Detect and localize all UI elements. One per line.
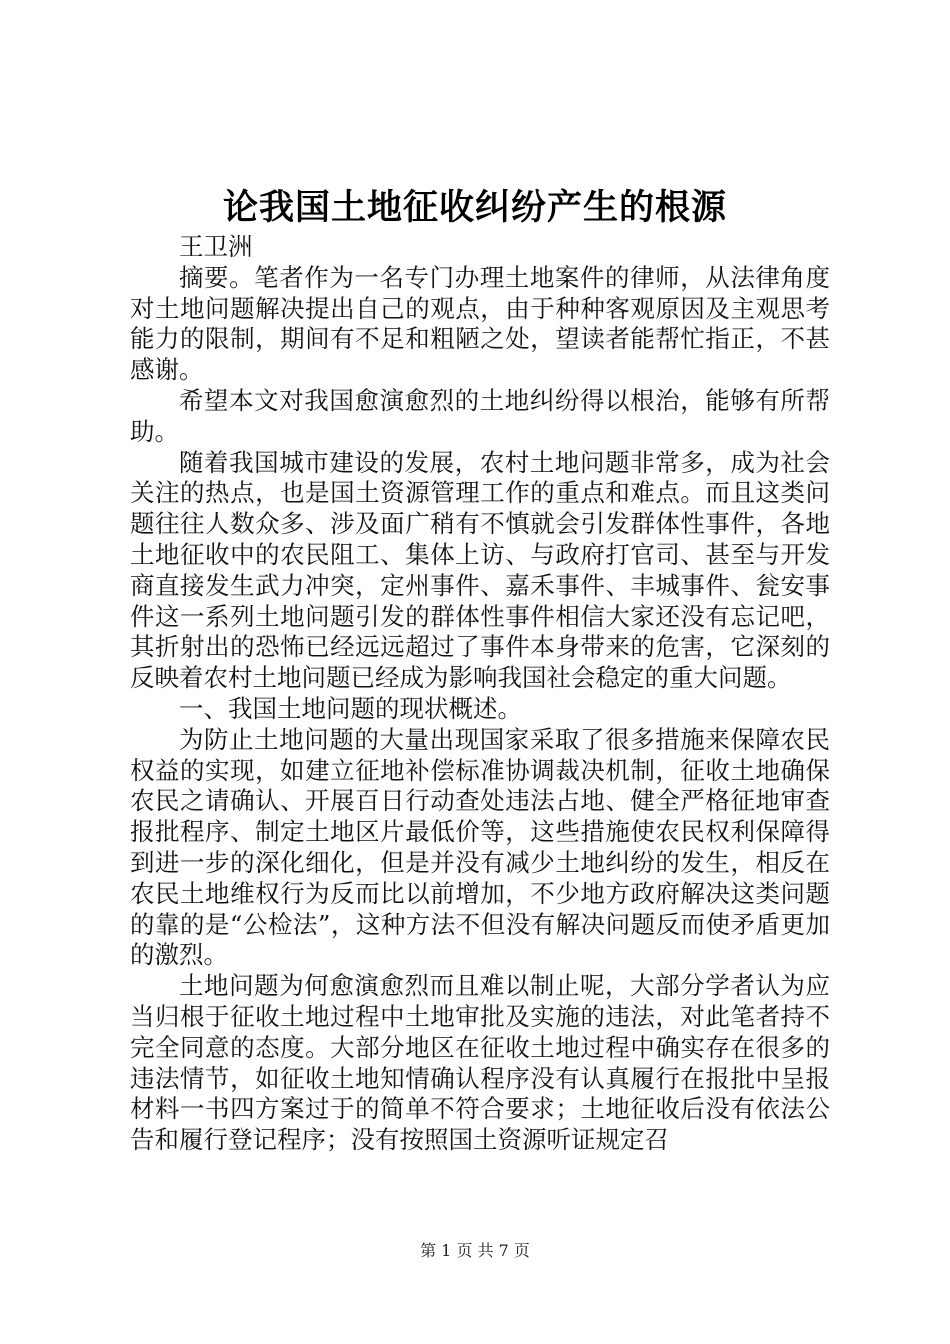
page-footer: 第 1 页 共 7 页	[420, 1241, 530, 1260]
author-line: 王卫洲	[179, 232, 253, 261]
section-heading: 一、我国土地问题的现状概述。	[179, 693, 522, 723]
document-title: 论我国土地征收纠纷产生的根源	[222, 187, 727, 228]
body-paragraph: 希望本文对我国愈演愈烈的土地纠纷得以根治，能够有所帮助。	[130, 385, 830, 446]
abstract-paragraph: 摘要。笔者作为一名专门办理土地案件的律师，从法律角度对土地问题解决提出自己的观点，由于种种客观原因及主观思考能力的限制，期间有不足和粗陋之处，望读者能帮忙指正，不甚感谢。	[130, 262, 830, 385]
body-paragraph: 土地问题为何愈演愈烈而且难以制止呢，大部分学者认为应当归根于征收土地过程中土地审批及实施的违法，对此笔者持不完全同意的态度。大部分地区在征收土地过程中确实存在很多的违法情节，如征收土地知情确认程序没有认真履行在报批中呈报材料一书四方案过于的简单不符合要求；土地征收后没有依法公告和履行登记程序；没有按照国土资源听证规定召	[130, 971, 830, 1155]
body-paragraph: 为防止土地问题的大量出现国家采取了很多措施来保障农民权益的实现，如建立征地补偿标准协调裁决机制，征收土地确保农民之请确认、开展百日行动查处违法占地、健全严格征地审查报批程序、制定土地区片最低价等，这些措施使农民权利保障得到进一步的深化细化，但是并没有减少土地纠纷的发生，相反在农民土地维权行为反而比以前增加，不少地方政府解决这类问题的靠的是“公检法”，这种方法不但没有解决问题反而使矛盾更加的激烈。	[130, 724, 830, 970]
body-paragraph: 随着我国城市建设的发展，农村土地问题非常多，成为社会关注的热点，也是国土资源管理工作的重点和难点。而且这类问题往往人数众多、涉及面广稍有不慎就会引发群体性事件，各地土地征收中的农民阻工、集体上访、与政府打官司、甚至与开发商直接发生武力冲突，定州事件、嘉禾事件、丰城事件、瓮安事件这一系列土地问题引发的群体性事件相信大家还没有忘记吧，其折射出的恐怖已经远远超过了事件本身带来的危害，它深刻的反映着农村土地问题已经成为影响我国社会稳定的重大问题。	[130, 447, 830, 693]
document-body	[130, 232, 830, 1156]
